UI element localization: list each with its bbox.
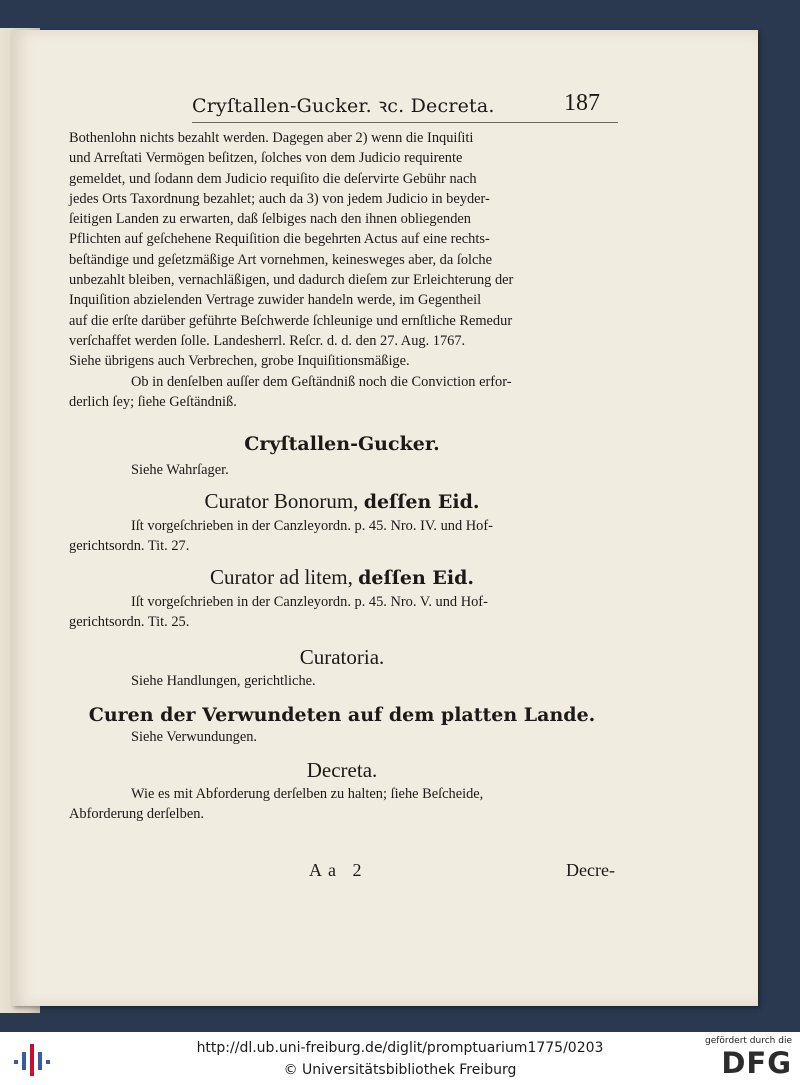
- text-line: unbezahlt bleiben, vernachläßigen, und dadurch dieſem zur Erleichterung der: [69, 272, 514, 289]
- text-line: gerichtsordn. Tit. 27.: [69, 538, 190, 555]
- text-line: und Arreſtati Vermögen beſitzen, ſolches von dem Judicio requirente: [69, 150, 463, 167]
- catchline: [69, 860, 615, 884]
- text-line: derlich ſey; ſiehe Geſtändniß.: [69, 393, 237, 410]
- header-rule: [192, 122, 618, 123]
- heading-roman-part: Curator Bonorum,: [204, 488, 359, 513]
- text-line: Iſt vorgeſchrieben in der Canzleyordn. p. 45. Nro. IV. und Hof-: [131, 518, 493, 535]
- dfg-caption: gefördert durch die: [705, 1036, 792, 1046]
- text-line: auf die erſte darüber geführte Beſchwerde ſchleunige und ernſtliche Remedur: [69, 312, 513, 329]
- entry-heading-curatoria: Curatoria.: [299, 644, 385, 669]
- catchword: Decre-: [566, 860, 615, 880]
- entry-heading-curator-bonorum: [69, 488, 615, 513]
- text-line: beſtändige und geſetzmäßige Art vornehmen, keinesweges aber, da ſolche: [69, 251, 492, 268]
- heading-bold-part: deſſen Eid.: [363, 490, 480, 513]
- page-number: 187: [564, 90, 600, 116]
- text-line: Pflichten auf geſchehene Requiſition die begehrten Actus auf eine rechts-: [69, 231, 490, 248]
- page-header: [12, 92, 758, 124]
- text-line: Siehe übrigens auch Verbrechen, grobe Inquiſitionsmäßige.: [69, 353, 410, 370]
- text-line: Bothenlohn nichts bezahlt werden. Dagegen aber 2) wenn die Inquiſiti: [69, 130, 474, 146]
- text-line: Iſt vorgeſchrieben in der Canzleyordn. p. 45. Nro. V. und Hof-: [131, 593, 488, 610]
- viewer-footer: [0, 1032, 800, 1085]
- entry-heading-decreta: Decreta.: [306, 757, 378, 782]
- dfg-logo: DFG: [721, 1046, 792, 1080]
- text-line: jedes Orts Taxordnung bezahlet; auch da 3) von jedem Judicio in beyder-: [69, 190, 490, 207]
- text-line: ſeitigen Landen zu erwarten, daß ſelbiges nach den ihnen obliegenden: [69, 211, 471, 228]
- text-line: Ob in denſelben auſſer dem Geſtändniß noch die Conviction erfor-: [131, 373, 512, 390]
- running-title: Cryſtallen-Gucker. ꝛc. Decreta.: [192, 95, 495, 117]
- text-line: Siehe Wahrſager.: [131, 462, 229, 479]
- permalink-url[interactable]: http://dl.ub.uni-freiburg.de/diglit/promptuarium1775/0203: [196, 1040, 604, 1056]
- text-line: gemeldet, und ſodann dem Judicio requiſito die deſervirte Gebühr nach: [69, 170, 477, 187]
- text-line: gerichtsordn. Tit. 25.: [69, 614, 190, 631]
- dfg-funding-badge: [700, 1036, 792, 1082]
- heading-roman-part: Curator ad litem,: [210, 564, 353, 589]
- copyright-notice: © Universitätsbibliothek Freiburg: [283, 1062, 517, 1078]
- text-line: Abforderung derſelben.: [69, 806, 205, 823]
- text-line: Siehe Handlungen, gerichtliche.: [131, 672, 316, 689]
- text-line: verſchaffet werden ſolle. Landesherrl. Reſcr. d. d. den 27. Aug. 1767.: [69, 332, 466, 349]
- entry-heading-curen: Curen der Verwundeten auf dem platten Lande.: [88, 704, 596, 727]
- entry-heading-crystallen-gucker: Cryſtallen-Gucker.: [244, 433, 440, 456]
- text-line: Inquiſition abzielenden Vertrage zuwider handeln werde, im Gegentheil: [69, 292, 482, 309]
- entry-heading-curator-ad-litem: [69, 564, 615, 589]
- page-body: [69, 128, 615, 825]
- heading-bold-part: deſſen Eid.: [358, 566, 474, 589]
- text-line: Siehe Verwundungen.: [131, 729, 258, 746]
- book-page: [12, 30, 758, 1006]
- text-line: Wie es mit Abforderung derſelben zu halten; ſiehe Beſcheide,: [131, 786, 484, 803]
- signature-mark: Aa 2: [309, 860, 368, 880]
